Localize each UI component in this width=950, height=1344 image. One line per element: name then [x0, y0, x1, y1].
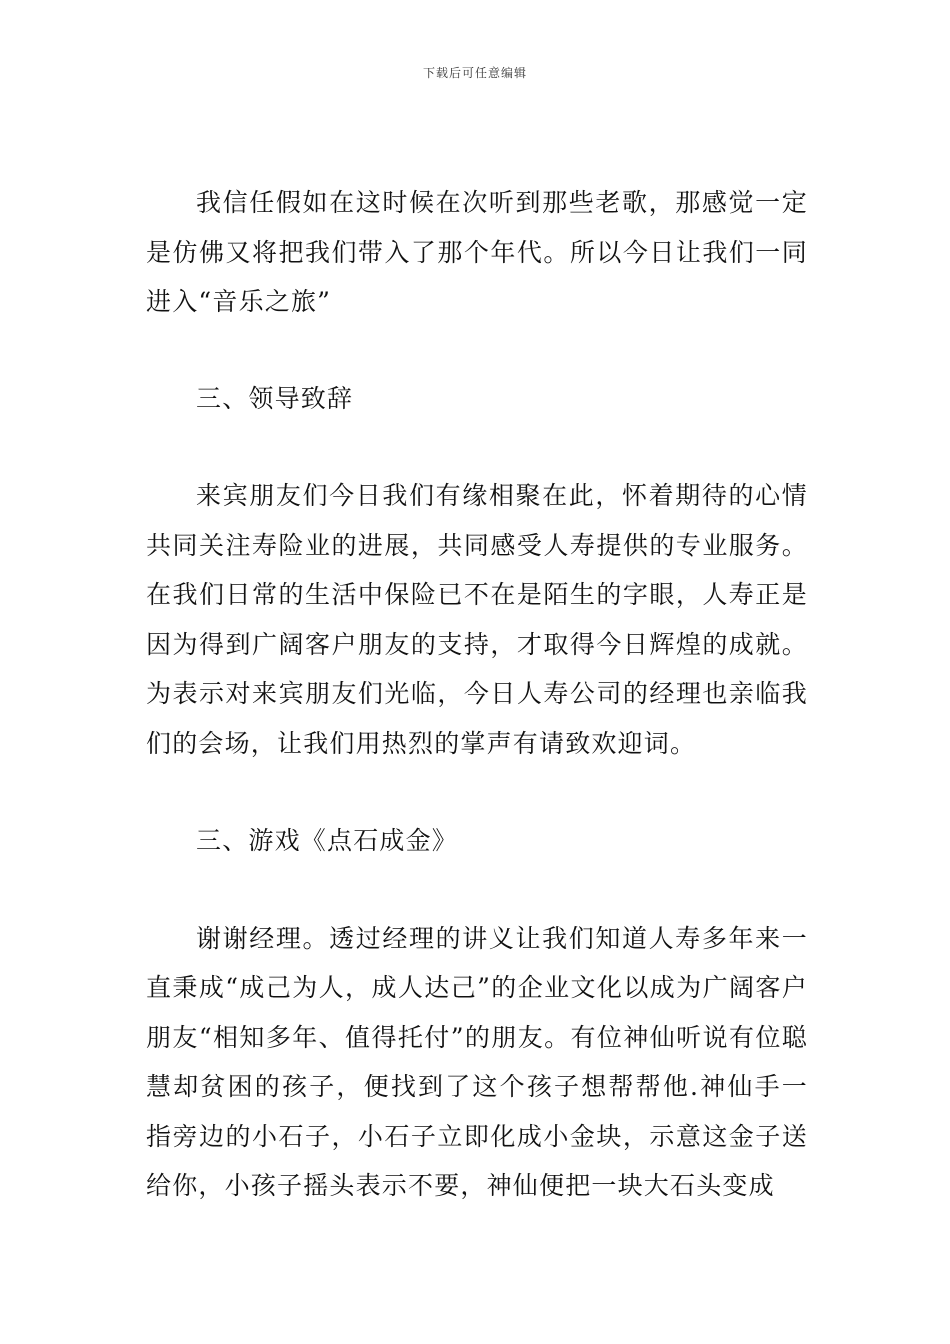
section-heading-leader-speech: 三、领导致辞: [196, 383, 354, 413]
section-heading-game: 三、游戏《点石成金》: [196, 826, 459, 855]
paragraph-intro: 我信任假如在这时候在次听到那些老歌，那感觉一定是仿佛又将把我们带入了那个年代。所以今日让我们一同进入“音乐之旅”: [146, 188, 808, 316]
page-header: 下载后可任意编辑: [422, 66, 527, 80]
paragraph-story: 谢谢经理。透过经理的讲义让我们知道人寿多年来一直秉成“成己为人，成人达己”的企业文化以成为广阔客户朋友“相知多年、值得托付”的朋友。有位神仙听说有位聪慧却贫困的孩子，便找到了这个孩子想帮帮他.神仙手一指旁边的小石子，小石子立即化成小金块，示意这金子送给你，小孩子摇头表示不要，神仙便把一块大石头变成: [146, 923, 808, 1200]
spacer: [146, 768, 808, 816]
document-body: [146, 178, 808, 1211]
paragraph-welcome: 来宾朋友们今日我们有缘相聚在此，怀着期待的心情共同关注寿险业的进展，共同感受人寿提供的专业服务。在我们日常的生活中保险已不在是陌生的字眼，人寿正是因为得到广阔客户朋友的支持，才取得今日辉煌的成就。为表示对来宾朋友们光临，今日人寿公司的经理也亲临我们的会场，让我们用热烈的掌声有请致欢迎词。: [146, 481, 808, 758]
spacer: [146, 866, 808, 914]
spacer: [146, 423, 808, 471]
spacer: [146, 327, 808, 374]
